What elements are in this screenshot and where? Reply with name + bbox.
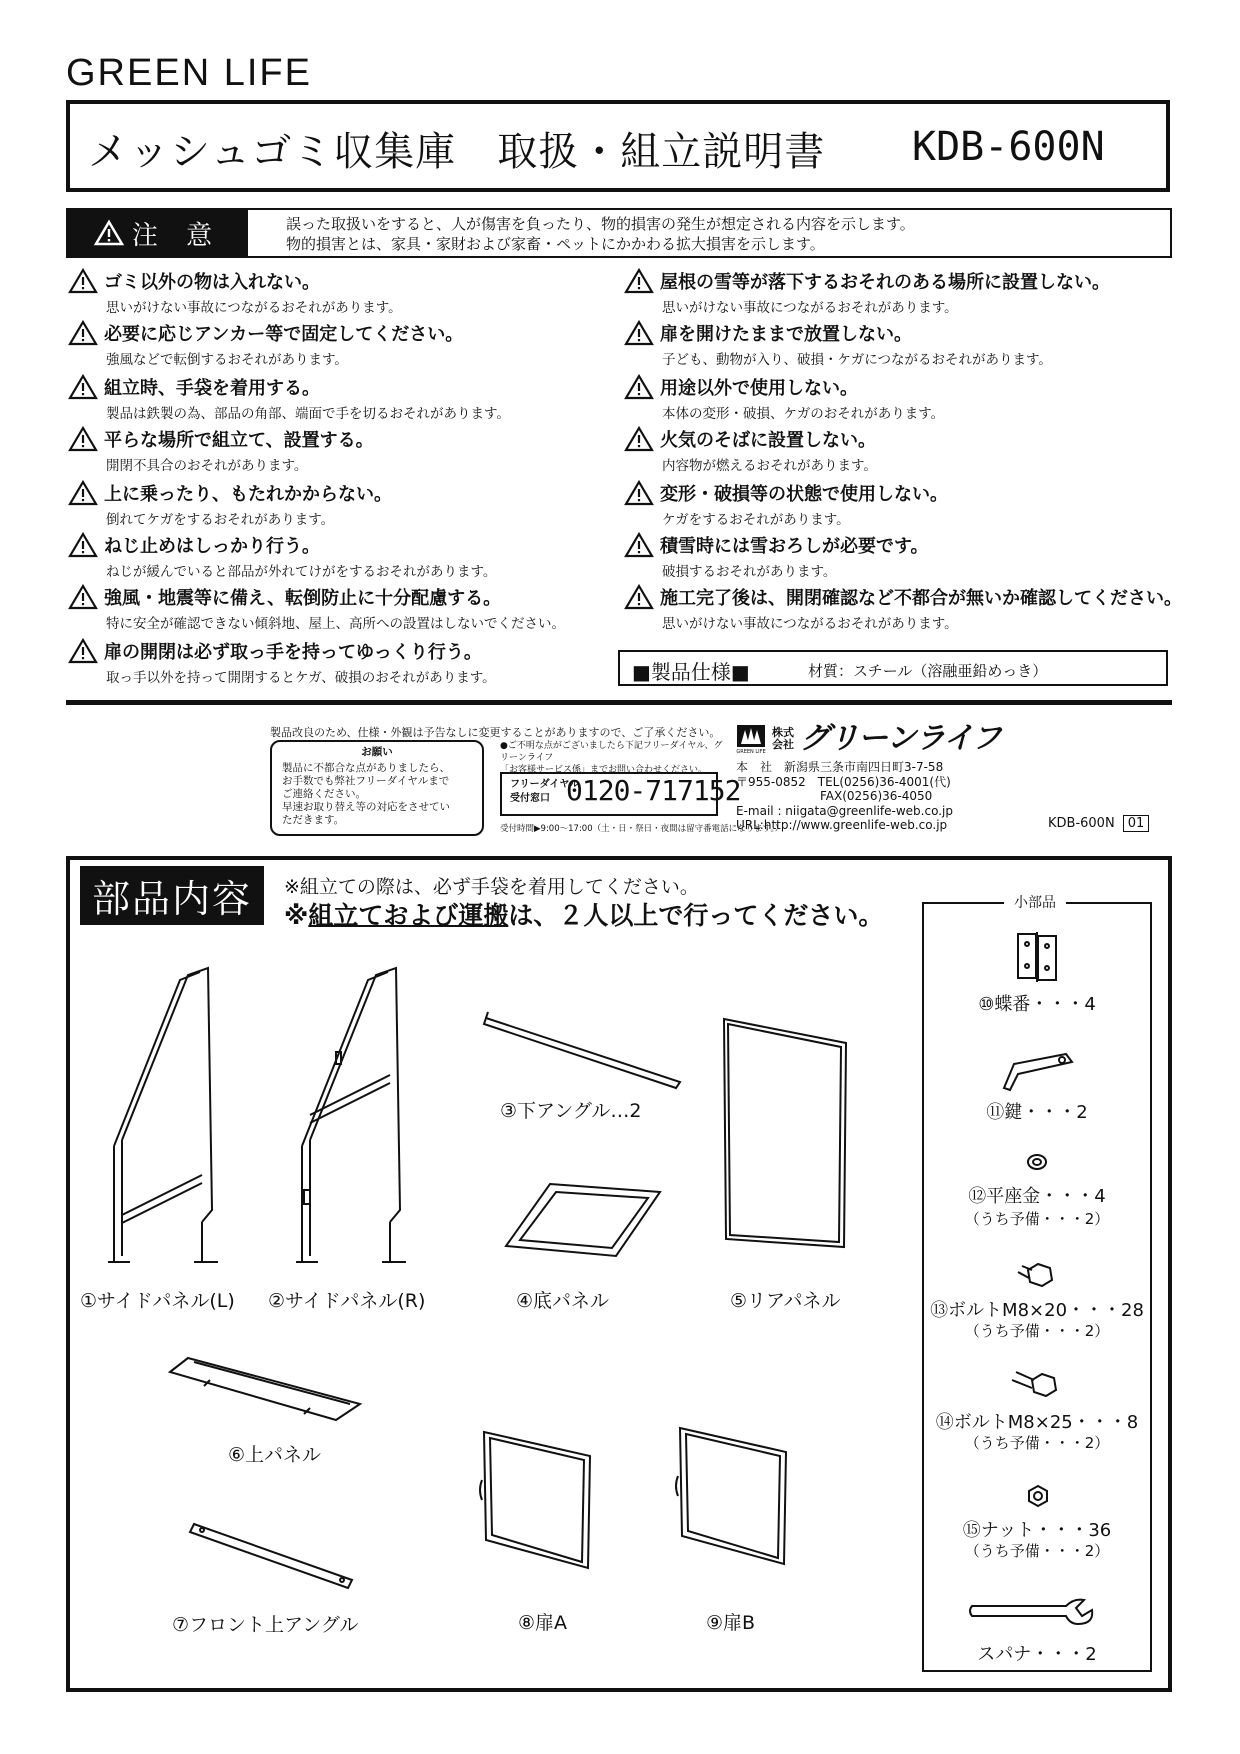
inquiry-line-2: 「お客様サービス係」までお問い合わせください。: [500, 765, 708, 775]
warning-description: ケガをするおそれがあります。: [662, 512, 850, 528]
note-underlined: 組立ておよび運搬: [308, 901, 509, 930]
url-link[interactable]: URL:http://www.greenlife-web.co.jp: [736, 818, 948, 832]
warning-icon: [624, 374, 654, 400]
section-divider: [66, 700, 1172, 705]
warning-description: 思いがけない事故につながるおそれがあります。: [106, 300, 402, 316]
small-part-spare: （うち予備・・・2）: [964, 1210, 1110, 1228]
part-label: ③下アングル…2: [500, 1100, 642, 1122]
warning-item: [68, 374, 628, 422]
revision-badge: 01: [1123, 815, 1150, 832]
change-notice: 製品改良のため、仕様・外観は予告なしに変更することがありますので、ご了承ください。: [270, 726, 721, 739]
request-box: [270, 740, 484, 836]
request-line: 早速お取り替え等の対応をさせてい: [282, 801, 450, 813]
warning-title: 変形・破損等の状態で使用しない。: [660, 484, 948, 505]
warning-title: 扉の開閉は必ず取っ手を持ってゆっくり行う。: [104, 642, 482, 663]
small-part-name: ⑮ナット・・・36: [962, 1520, 1112, 1541]
warning-item: [68, 532, 628, 580]
small-part-name: ⑪鍵・・・2: [986, 1102, 1088, 1123]
warning-title: ゴミ以外の物は入れない。: [104, 272, 320, 293]
side-panel-r-drawing: [296, 968, 406, 1262]
warning-description: 倒れてケガをするおそれがあります。: [106, 512, 335, 528]
request-line: ただきます。: [282, 814, 345, 826]
brand-logo: GREEN LIFE: [66, 52, 312, 94]
warning-icon: [624, 268, 654, 294]
company-type: [772, 727, 794, 751]
warning-icon: [68, 268, 98, 294]
company-name: グリーンライフ: [800, 720, 1001, 756]
company-type-1: 株式: [772, 726, 794, 739]
small-part-spare: （うち予備・・・2）: [964, 1542, 1110, 1560]
warning-icon: [68, 480, 98, 506]
bolt-m8x25-icon: [1012, 1368, 1064, 1404]
footer-model-code: [1048, 816, 1149, 831]
parts-label: 部品内容: [80, 866, 264, 925]
warning-icon: [68, 374, 98, 400]
warning-title: 組立時、手袋を着用する。: [104, 378, 320, 399]
warning-item: [624, 480, 1184, 528]
warning-description: 子ども、動物が入り、破損・ケガにつながるおそれがあります。: [662, 352, 1052, 368]
warning-title: 扉を開けたままで放置しない。: [660, 324, 912, 345]
warning-title: 強風・地震等に備え、転倒防止に十分配慮する。: [104, 588, 502, 609]
warning-description: ねじが緩んでいると部品が外れてけがをするおそれがあります。: [106, 564, 497, 580]
logo-caption: GREEN LIFE: [736, 749, 766, 755]
rear-panel-drawing: [720, 1015, 860, 1255]
phone-number[interactable]: 0120-717152: [566, 774, 741, 807]
warning-title-row: [68, 532, 628, 558]
part-label: ⑦フロント上アングル: [172, 1614, 359, 1636]
part-label: ⑧扉A: [518, 1612, 568, 1634]
warning-title-row: [624, 480, 1184, 506]
warning-item: [68, 268, 628, 316]
email-link[interactable]: E-mail : niigata@greenlife-web.co.jp: [736, 803, 953, 818]
inquiry-info: [500, 740, 730, 776]
address-line: 〒955-0852 TEL(0256)36-4001(代): [736, 774, 951, 789]
warning-description: 内容物が燃えるおそれがあります。: [662, 458, 877, 474]
warning-item: [68, 426, 628, 474]
warning-title-row: [68, 426, 628, 452]
small-parts-label: 小部品: [1004, 892, 1066, 912]
door-a-drawing: [480, 1428, 600, 1578]
warning-item: [624, 320, 1184, 368]
warning-title-row: [624, 584, 1184, 610]
caution-description: [286, 214, 915, 254]
warning-title-row: [624, 532, 1184, 558]
warning-icon: [68, 532, 98, 558]
warning-description: 思いがけない事故につながるおそれがあります。: [662, 300, 958, 316]
address-line: 本 社 新潟県三条市南四日町3-7-58: [736, 760, 944, 774]
warning-icon: [624, 480, 654, 506]
caution-line-2: 物的損害とは、家具・家財および家畜・ペットにかかわる拡大損害を示します。: [286, 235, 825, 253]
part-label: ①サイドパネル(L): [80, 1290, 235, 1312]
warning-item: [68, 584, 628, 632]
warning-description: 強風などで転倒するおそれがあります。: [106, 352, 348, 368]
two-person-note: [284, 896, 883, 932]
spec-material: 材質：スチール（溶融亜鉛めっき）: [808, 662, 1048, 680]
warning-icon: [68, 426, 98, 452]
part-label: ④底パネル: [516, 1290, 610, 1312]
bottom-panel-drawing: [500, 1180, 670, 1260]
warning-item: [624, 584, 1184, 632]
caution-label-text: 注 意: [131, 220, 223, 251]
warning-description: 破損するおそれがあります。: [662, 564, 837, 580]
nut-icon: [1026, 1484, 1050, 1508]
note-mark: ※: [284, 901, 309, 930]
warning-item: [624, 268, 1184, 316]
small-part-name: ⑩蝶番・・・4: [978, 994, 1096, 1015]
warning-title-row: [68, 320, 628, 346]
warning-item: [68, 638, 628, 686]
model-number: KDB-600N: [912, 124, 1105, 170]
note-rest: は、２人以上で行ってください。: [508, 901, 884, 930]
part-label: ⑤リアパネル: [730, 1290, 841, 1312]
warning-title-row: [624, 320, 1184, 346]
warning-title: 用途以外で使用しない。: [660, 378, 858, 399]
warning-title-row: [68, 374, 628, 400]
warning-description: 思いがけない事故につながるおそれがあります。: [662, 616, 958, 632]
warning-title-row: [68, 584, 628, 610]
warning-icon: [624, 320, 654, 346]
request-line: お手数でも弊社フリーダイヤルまで: [282, 775, 450, 787]
gloves-note: ※組立ての際は、必ず手袋を着用してください。: [284, 876, 699, 898]
warning-title-row: [68, 638, 628, 664]
hinge-icon: [1016, 930, 1060, 984]
warning-icon: [68, 584, 98, 610]
warning-icon: [94, 220, 124, 246]
part-label: ②サイドパネル(R): [268, 1290, 426, 1312]
warning-title: ねじ止めはしっかり行う。: [104, 536, 320, 557]
warning-title: 火気のそばに設置しない。: [660, 430, 876, 451]
warning-description: 取っ手以外を持って開閉するとケガ、破損のおそれがあります。: [106, 670, 496, 686]
spec-title: ■製品仕様■: [632, 660, 750, 684]
caution-label: [68, 210, 248, 256]
warning-icon: [624, 584, 654, 610]
company-info: [736, 720, 1001, 833]
warning-title-row: [624, 426, 1184, 452]
warning-title-row: [68, 268, 628, 294]
warning-icon: [68, 320, 98, 346]
warning-title-row: [624, 374, 1184, 400]
door-b-drawing: [676, 1424, 796, 1574]
warning-title: 屋根の雪等が落下するおそれのある場所に設置しない。: [660, 272, 1110, 293]
warning-item: [624, 532, 1184, 580]
side-panel-l-drawing: [108, 968, 218, 1262]
request-title: お願い: [361, 746, 393, 758]
footer-model: KDB-600N: [1048, 816, 1115, 831]
warning-icon: [68, 638, 98, 664]
warning-item: [624, 426, 1184, 474]
inquiry-line-1: ●ご不明な点がございましたら下記フリーダイヤル、グリーンライフ: [500, 741, 723, 763]
warning-title-row: [624, 268, 1184, 294]
warning-item: [624, 374, 1184, 422]
small-part-spare: （うち予備・・・2）: [964, 1322, 1110, 1340]
address-line: FAX(0256)36-4050: [736, 789, 933, 803]
company-type-2: 会社: [772, 738, 794, 751]
caution-line-1: 誤った取扱いをすると、人が傷害を負ったり、物的損害の発生が想定される内容を示します。: [286, 215, 915, 233]
front-top-angle-drawing: [190, 1520, 360, 1600]
warning-title: 平らな場所で組立て、設置する。: [104, 430, 374, 451]
small-part-name: ⑫平座金・・・4: [968, 1186, 1106, 1207]
warning-item: [68, 480, 628, 528]
warning-title: 施工完了後は、開閉確認など不都合が無いか確認してください。: [660, 588, 1182, 609]
warning-description: 特に安全が確認できない傾斜地、屋上、高所への設置はしないでください。: [106, 616, 565, 632]
key-icon: [1000, 1048, 1080, 1092]
part-label: ⑥上パネル: [228, 1444, 322, 1466]
warning-title: 積雪時には雪おろしが必要です。: [660, 536, 929, 557]
company-logo-icon: [736, 724, 766, 754]
small-part-name: ⑬ボルトM8×20・・・28: [930, 1300, 1144, 1321]
part-label: ⑨扉B: [706, 1612, 756, 1634]
freedial-label-1: フリーダイヤル: [510, 779, 580, 790]
spanner-icon: [970, 1596, 1106, 1632]
small-part-spare: （うち予備・・・2）: [964, 1434, 1110, 1452]
warning-item: [68, 320, 628, 368]
warning-icon: [624, 532, 654, 558]
warning-description: 開閉不具合のおそれがあります。: [106, 458, 308, 474]
page-title: メッシュゴミ収集庫 取扱・組立説明書: [88, 129, 826, 175]
bolt-m8x20-icon: [1016, 1258, 1060, 1294]
request-line: 製品に不都合な点がありましたら、: [282, 762, 450, 774]
warning-icon: [624, 426, 654, 452]
warning-title: 必要に応じアンカー等で固定してください。: [104, 324, 464, 345]
service-hours: 受付時間▶9:00～17:00（土・日・祭日・夜間は留守番電話になります。）: [500, 824, 784, 834]
side-panels-illustration: [100, 960, 460, 1280]
bottom-angle-drawing: [480, 1010, 690, 1080]
warning-description: 製品は鉄製の為、部品の角部、端面で手を切るおそれがあります。: [106, 406, 510, 422]
small-part-name: ⑭ボルトM8×25・・・8: [935, 1412, 1139, 1433]
warning-title: 上に乗ったり、もたれかからない。: [104, 484, 392, 505]
top-panel-drawing: [180, 1350, 380, 1430]
washer-icon: [1025, 1150, 1049, 1174]
request-line: ご連絡ください。: [282, 788, 366, 800]
warning-description: 本体の変形・破損、ケガのおそれがあります。: [662, 406, 945, 422]
small-part-name: スパナ・・・2: [977, 1644, 1097, 1665]
freedial-label-2: 受付窓口: [510, 793, 550, 804]
warning-title-row: [68, 480, 628, 506]
